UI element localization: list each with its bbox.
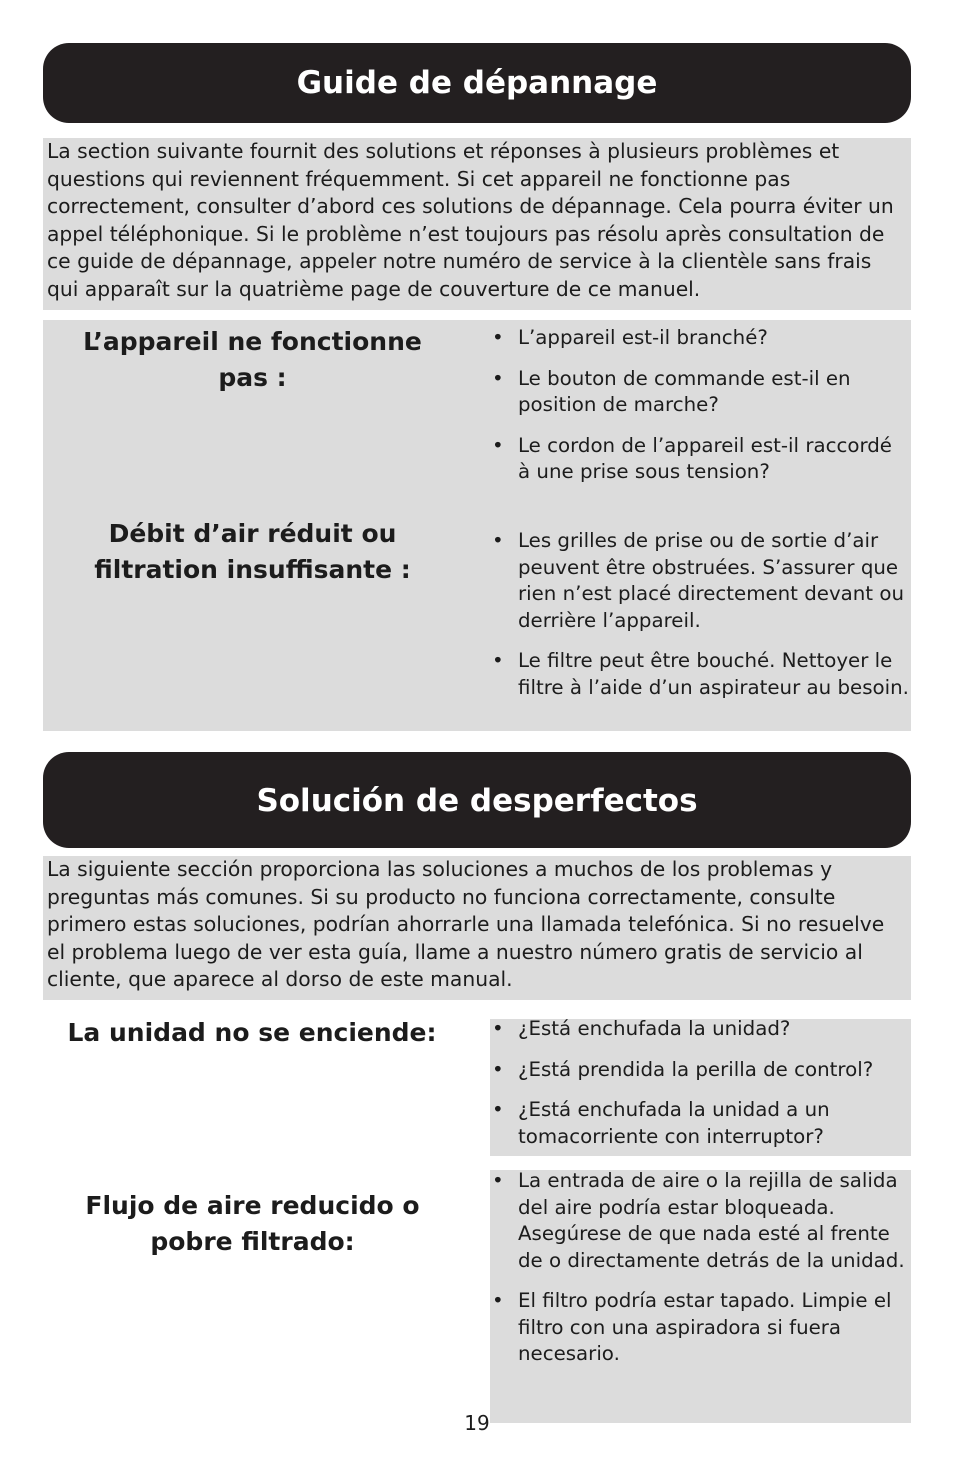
spanish-problem-answers [492,1016,910,1164]
spanish-problem-question: La unidad no se enciende: [67,1018,437,1047]
spanish-section-title: Solución de desperfectos [43,752,911,848]
answer-item: • ¿Está prendida la perilla de control? [492,1057,910,1084]
page-number: 19 [464,1411,490,1435]
answer-item: • L’appareil est-il branché? [492,325,910,352]
bullet-icon: • [492,433,504,457]
answer-item: • Le filtre peut être bouché. Nettoyer le filtre à l’aide d’un aspirateur au besoin. [492,649,909,699]
spanish-problem-question: Flujo de aire reducido o pobre filtrado: [85,1191,420,1256]
bullet-icon: • [492,326,504,349]
french-intro-paragraph: La section suivante fournit des solutions et réponses à plusieurs problèmes et questions qui reviennent fréquemment. Si cet appareil ne fonctionne pas correctement, consulter d’abord ces solutions de dépannage. Cela pourra éviter un appel téléphonique. Si le problème n’est toujours pas résolu après consultation de ce guide de dépannage, appeler notre numéro de service à la clientèle sans frais qui apparaît sur la quatrième page de couverture de ce manuel. [43,138,911,310]
bullet-icon: • [492,1169,504,1192]
answer-item: • Les grilles de prise ou de sortie d’air peuvent être obstruées. S’assurer que rien n’est placé directement devant ou derrière l’appareil. [492,529,904,632]
bullet-icon: • [492,1057,504,1081]
bullet-icon: • [492,1289,504,1312]
french-problem-question: L’appareil ne fonctionne pas : [83,327,422,392]
bullet-icon: • [492,1017,504,1040]
answer-item: • ¿Está enchufada la unidad a un tomacorriente con interruptor? [492,1098,830,1148]
bullet-icon: • [492,529,504,552]
bullet-icon: • [492,1098,504,1121]
answer-item: • Le cordon de l’appareil est-il raccordé à une prise sous tension? [492,433,892,483]
french-problem-question: Débit d’air réduit ou filtration insuffisante : [94,519,411,584]
answer-item: • La entrada de aire o la rejilla de salida del aire podría estar bloqueada. Asegúrese de que nada esté al frente de o directamente detrás de la unidad. [492,1169,905,1272]
french-problem-answers [492,325,910,500]
answer-item: • ¿Está enchufada la unidad? [492,1016,910,1043]
answer-item: • Le bouton de commande est-il en position de marche? [492,366,851,416]
french-section-title: Guide de dépannage [43,43,911,123]
answer-item: • El filtro podría estar tapado. Limpie el filtro con una aspiradora si fuera necesario. [492,1289,892,1365]
spanish-intro-paragraph: La siguiente sección proporciona las soluciones a muchos de los problemas y preguntas más comunes. Si su producto no funciona correctamente, consulte primero estas soluciones, podrían ahorrarle una llamada telefónica. Si no resuelve el problema luego de ver esta guía, llame a nuestro número gratis de servicio al cliente, que aparece al dorso de este manual. [43,856,911,1000]
spanish-problem-answers [492,1168,910,1382]
bullet-icon: • [492,649,504,672]
french-problem-answers [492,528,910,715]
bullet-icon: • [492,366,504,390]
